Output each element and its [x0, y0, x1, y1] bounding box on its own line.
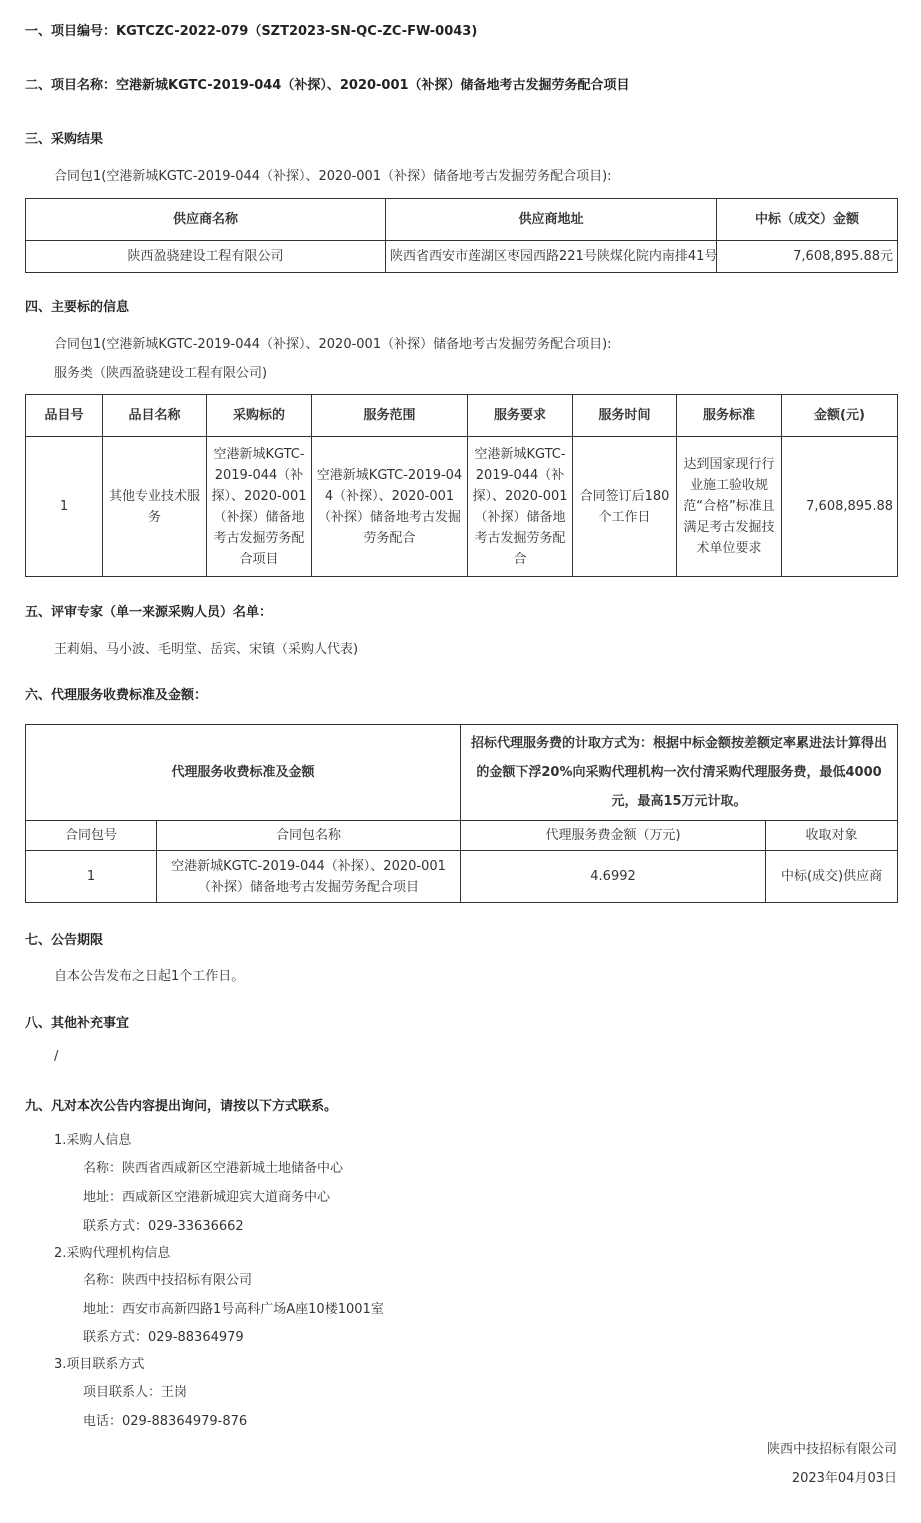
result-table-header [26, 199, 898, 241]
header-item-name: 品目名称 [103, 395, 207, 437]
project-number-label: 一、项目编号： [25, 24, 117, 39]
contact-title: 3.项目联系方式 [54, 1357, 145, 1372]
section-3-package-line: 合同包1(空港新城KGTC-2019-044（补探）、2020-001（补探）储备地考古发掘劳务配合项目): [54, 169, 612, 184]
supplementary-matters: / [54, 1049, 59, 1064]
subject-table-header [26, 395, 898, 437]
package-no: 1 [26, 851, 157, 903]
supplier-name: 陕西盈骁建设工程有限公司 [26, 241, 386, 273]
buyer-address: 地址：西咸新区空港新城迎宾大道商务中心 [83, 1190, 331, 1205]
section-3-heading: 三、采购结果 [25, 132, 104, 147]
header-requirement: 服务要求 [468, 395, 573, 437]
agent-address: 地址：西安市高新四路1号高科广场A座10楼1001室 [83, 1302, 384, 1317]
supplier-address: 陕西省西安市莲湖区枣园西路221号陕煤化院内南排41号 [386, 241, 717, 273]
section-4-heading: 四、主要标的信息 [25, 300, 130, 315]
header-time: 服务时间 [573, 395, 677, 437]
agent-info-title: 2.采购代理机构信息 [54, 1246, 171, 1261]
fee-standard-label: 代理服务收费标准及金额 [26, 725, 461, 821]
buyer-info-title: 1.采购人信息 [54, 1133, 132, 1148]
service-time: 合同签订后180个工作日 [573, 437, 677, 577]
project-name [25, 74, 630, 93]
project-number-value: KGTCZC-2022-079（SZT2023-SN-QC-ZC-FW-0043) [116, 24, 478, 39]
section-4-type-line: 服务类（陕西盈骁建设工程有限公司) [54, 366, 268, 381]
buyer-name: 名称：陕西省西咸新区空港新城土地储备中心 [83, 1161, 344, 1176]
header-standard: 服务标准 [677, 395, 782, 437]
subject-table [25, 394, 898, 577]
section-8-heading: 八、其他补充事宜 [25, 1016, 130, 1031]
announcement-period: 自本公告发布之日起1个工作日。 [54, 969, 245, 984]
header-scope: 服务范围 [312, 395, 468, 437]
item-no: 1 [26, 437, 103, 577]
section-5-heading: 五、评审专家（单一来源采购人员）名单： [25, 605, 273, 620]
project-name-value: 空港新城KGTC-2019-044（补探）、2020-001（补探）储备地考古发掘劳务配合项目 [116, 78, 630, 93]
fee-payer: 中标(成交)供应商 [766, 851, 898, 903]
contact-person: 项目联系人：王岗 [83, 1385, 188, 1400]
project-number [25, 20, 477, 39]
bid-amount: 7,608,895.88元 [717, 241, 898, 273]
section-4-package-line: 合同包1(空港新城KGTC-2019-044（补探）、2020-001（补探）储备地考古发掘劳务配合项目): [54, 337, 612, 352]
header-bid-amount: 中标（成交）金额 [717, 199, 898, 241]
contact-phone: 电话：029-88364979-876 [83, 1414, 248, 1429]
header-amount: 金额(元) [782, 395, 898, 437]
fee-amount: 4.6992 [461, 851, 766, 903]
service-standard: 达到国家现行行业施工验收规范“合格”标准且满足考古发掘技术单位要求 [677, 437, 782, 577]
item-name: 其他专业技术服务 [103, 437, 207, 577]
project-name-label: 二、项目名称： [25, 78, 117, 93]
amount: 7,608,895.88 [782, 437, 898, 577]
agent-phone: 联系方式：029-88364979 [83, 1330, 244, 1345]
scope: 空港新城KGTC-2019-044（补探）、2020-001（补探）储备地考古发掘劳务配合 [312, 437, 468, 577]
header-subject: 采购标的 [207, 395, 312, 437]
table-row [26, 437, 898, 577]
header-supplier-address: 供应商地址 [386, 199, 717, 241]
section-7-heading: 七、公告期限 [25, 933, 104, 948]
footer-date: 2023年04月03日 [791, 1471, 897, 1486]
header-fee-amount: 代理服务费金额（万元) [461, 821, 766, 851]
result-table [25, 198, 898, 273]
table-row [26, 851, 898, 903]
requirement: 空港新城KGTC-2019-044（补探）、2020-001（补探）储备地考古发掘劳务配合 [468, 437, 573, 577]
fee-standard-desc: 招标代理服务费的计取方式为：根据中标金额按差额定率累进法计算得出的金额下浮20%向采购代理机构一次付清采购代理服务费，最低4000元，最高15万元计取。 [461, 725, 898, 821]
expert-list: 王莉娟、马小波、毛明堂、岳宾、宋镇（采购人代表) [54, 642, 359, 657]
header-item-no: 品目号 [26, 395, 103, 437]
agent-name: 名称：陕西中技招标有限公司 [83, 1273, 253, 1288]
header-package-name: 合同包名称 [157, 821, 461, 851]
section-9-heading: 九、凡对本次公告内容提出询问，请按以下方式联系。 [25, 1099, 338, 1114]
subject: 空港新城KGTC-2019-044（补探）、2020-001（补探）储备地考古发掘劳务配合项目 [207, 437, 312, 577]
fee-standard-row [26, 725, 898, 821]
buyer-phone: 联系方式：029-33636662 [83, 1219, 244, 1234]
header-package-no: 合同包号 [26, 821, 157, 851]
header-fee-payer: 收取对象 [766, 821, 898, 851]
footer-company: 陕西中技招标有限公司 [766, 1442, 897, 1457]
fee-table-header [26, 821, 898, 851]
section-6-heading: 六、代理服务收费标准及金额： [25, 688, 208, 703]
fee-table [25, 724, 898, 903]
package-name: 空港新城KGTC-2019-044（补探）、2020-001（补探）储备地考古发掘劳务配合项目 [157, 851, 461, 903]
header-supplier-name: 供应商名称 [26, 199, 386, 241]
table-row [26, 241, 898, 273]
